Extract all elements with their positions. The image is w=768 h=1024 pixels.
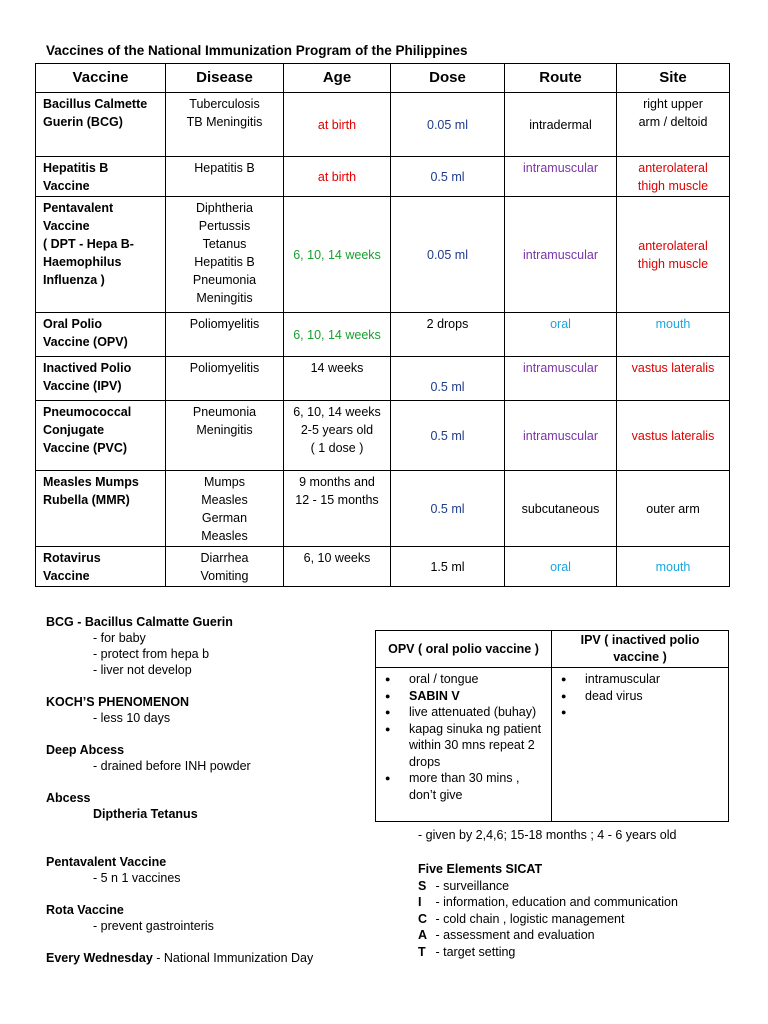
age-cell: [284, 313, 391, 357]
sicat-letter: A: [418, 928, 428, 942]
route-cell-text: intramuscular: [522, 161, 599, 175]
route-cell-text: oral: [550, 559, 571, 574]
opv-item: ● oral / tongue: [409, 671, 549, 688]
deep-abcess-title: Deep Abcess: [46, 743, 125, 757]
vaccine-cell-text: Vaccine (IPV): [43, 379, 122, 393]
rota-note-title: Rota Vaccine: [46, 903, 124, 917]
vaccine-cell: [36, 471, 166, 547]
vaccine-cell-text: Conjugate: [43, 423, 105, 437]
sicat-text: - target setting: [432, 944, 516, 959]
vaccine-cell: [36, 93, 166, 157]
vaccine-cell-text: Vaccine: [43, 219, 90, 233]
route-cell: [505, 471, 617, 547]
disease-cell-text: Tuberculosis: [189, 97, 260, 111]
site-cell: [617, 401, 730, 471]
koch-note-item: - less 10 days: [93, 711, 171, 725]
opv-cell: [376, 668, 552, 822]
disease-cell-text: Meningitis: [196, 291, 253, 305]
dose-cell: [391, 357, 505, 401]
vaccine-cell-text: Inactived Polio: [43, 361, 132, 375]
disease-cell-text: Meningitis: [196, 423, 253, 437]
site-cell: [617, 357, 730, 401]
vaccine-cell-text: Vaccine (OPV): [43, 335, 128, 349]
route-cell-text: intramuscular: [522, 428, 599, 443]
column-header-vaccine: Vaccine: [36, 64, 166, 93]
disease-cell-text: Hepatitis B: [194, 161, 255, 175]
table-row: [36, 471, 730, 547]
site-cell-text: thigh muscle: [637, 179, 709, 193]
abcess-item: Diptheria Tetanus: [93, 807, 198, 821]
age-cell-text: 12 - 15 months: [295, 493, 379, 507]
dose-cell: [391, 157, 505, 197]
disease-cell-text: Pneumonia: [192, 273, 257, 287]
vaccine-cell-text: Rubella (MMR): [43, 493, 130, 507]
table-row: [36, 357, 730, 401]
bcg-note-item: - protect from hepa b: [93, 647, 210, 661]
site-cell-text: thigh muscle: [637, 256, 709, 271]
ipv-header: IPV ( inactived polio vaccine ): [552, 631, 729, 668]
route-cell: [505, 313, 617, 357]
disease-cell-text: Hepatitis B: [194, 255, 255, 269]
site-cell-text: right upper: [643, 97, 703, 111]
vaccine-cell-text: Bacillus Calmette: [43, 97, 148, 111]
dose-cell-text: 0.05 ml: [427, 247, 468, 262]
sicat-letter: I: [418, 895, 422, 909]
sicat-item: [418, 878, 678, 895]
dose-cell-text: 2 drops: [426, 317, 469, 331]
pentavalent-note-item: - 5 n 1 vaccines: [93, 871, 181, 885]
dose-cell-text: 0.5 ml: [430, 169, 465, 184]
disease-cell: [166, 357, 284, 401]
dose-cell-text: 0.5 ml: [430, 380, 465, 394]
disease-cell: [166, 197, 284, 313]
site-cell: [617, 93, 730, 157]
route-cell-text: intramuscular: [522, 247, 599, 262]
rota-note-item: - prevent gastrointeris: [93, 919, 214, 933]
age-cell: [284, 471, 391, 547]
age-cell-text: 9 months and: [299, 475, 375, 489]
column-header-route: Route: [505, 64, 617, 93]
disease-cell-text: Tetanus: [202, 237, 247, 251]
dose-cell: [391, 401, 505, 471]
vaccine-cell-text: Guerin (BCG): [43, 115, 123, 129]
notes-section: [46, 614, 366, 966]
vaccine-cell: [36, 547, 166, 587]
vaccine-cell: [36, 157, 166, 197]
dose-cell-text: 0.5 ml: [430, 428, 465, 443]
ipv-cell: [552, 668, 729, 822]
dose-cell: [391, 197, 505, 313]
sicat-item: [418, 911, 678, 928]
age-cell-text: at birth: [317, 117, 357, 132]
vaccine-cell: [36, 401, 166, 471]
age-cell: [284, 93, 391, 157]
vaccine-cell-text: Oral Polio: [43, 317, 103, 331]
vaccine-cell-text: ( DPT - Hepa B-: [43, 237, 134, 251]
opv-item: ● live attenuated (buhay): [409, 704, 549, 721]
vaccine-cell: [36, 197, 166, 313]
disease-cell: [166, 547, 284, 587]
table-row: [36, 401, 730, 471]
disease-cell: [166, 157, 284, 197]
site-cell: [617, 313, 730, 357]
age-cell-text: 6, 10 weeks: [303, 551, 371, 565]
sicat-letter: T: [418, 944, 426, 959]
immunization-day-label: Every Wednesday: [46, 951, 153, 965]
opv-header: OPV ( oral polio vaccine ): [376, 631, 552, 668]
vaccine-cell-text: Hepatitis B: [43, 161, 109, 175]
column-header-dose: Dose: [391, 64, 505, 93]
dose-cell-text: 0.05 ml: [427, 117, 468, 132]
sicat-item: [418, 927, 678, 944]
ipv-item: [585, 704, 726, 721]
column-header-age: Age: [284, 64, 391, 93]
age-cell-text: 2-5 years old: [300, 423, 374, 437]
sicat-letter: C: [418, 911, 428, 926]
dose-cell: [391, 93, 505, 157]
pentavalent-note-title: Pentavalent Vaccine: [46, 855, 167, 869]
site-cell-text: mouth: [655, 559, 691, 574]
immunization-day-note: [46, 950, 366, 966]
age-cell-text: ( 1 dose ): [310, 441, 364, 455]
disease-cell: [166, 401, 284, 471]
age-cell: [284, 401, 391, 471]
age-cell-text: 6, 10, 14 weeks: [293, 247, 381, 262]
ipv-item: ● intramuscular: [585, 671, 726, 688]
site-cell: [617, 157, 730, 197]
vaccine-table: [35, 63, 730, 587]
site-cell: [617, 197, 730, 313]
dose-cell-text: 1.5 ml: [430, 559, 465, 574]
age-cell: [284, 197, 391, 313]
vaccine-cell-text: Pneumococcal: [43, 405, 132, 419]
sicat-text: - information, education and communication: [432, 895, 678, 909]
sicat-section: [418, 861, 678, 960]
site-cell-text: outer arm: [646, 501, 700, 516]
age-cell-text: at birth: [317, 169, 357, 184]
opv-item: ● more than 30 mins , don’t give: [409, 770, 549, 803]
disease-cell-text: TB Meningitis: [186, 115, 263, 129]
route-cell: [505, 157, 617, 197]
sicat-item: [418, 944, 678, 961]
vaccine-cell-text: Vaccine (PVC): [43, 441, 128, 455]
disease-cell-text: Poliomyelitis: [189, 361, 260, 375]
site-cell-text: anterolateral: [638, 238, 708, 253]
vaccine-cell: [36, 313, 166, 357]
disease-cell-text: Mumps: [204, 475, 245, 489]
bcg-note-title: BCG - Bacillus Calmatte Guerin: [46, 615, 233, 629]
abcess-title: Abcess: [46, 791, 91, 805]
route-cell: [505, 93, 617, 157]
vaccine-cell-text: Vaccine: [43, 569, 90, 583]
disease-cell-text: Measles: [201, 529, 248, 543]
age-cell: [284, 547, 391, 587]
age-cell-text: 6, 10, 14 weeks: [293, 405, 381, 419]
dose-cell: [391, 547, 505, 587]
disease-cell: [166, 313, 284, 357]
dose-cell: [391, 471, 505, 547]
vaccine-cell-text: Influenza ): [43, 273, 105, 287]
disease-cell: [166, 93, 284, 157]
vaccine-table-body: [36, 93, 730, 587]
disease-cell: [166, 471, 284, 547]
disease-cell-text: Vomiting: [200, 569, 249, 583]
table-row: [36, 157, 730, 197]
vaccine-cell-text: Vaccine: [43, 179, 90, 193]
vaccine-cell-text: Pentavalent: [43, 201, 114, 215]
column-header-site: Site: [617, 64, 730, 93]
disease-cell-text: Diphtheria: [196, 201, 253, 215]
route-cell-text: intradermal: [529, 117, 592, 132]
route-cell: [505, 547, 617, 587]
opv-item: ● kapag sinuka ng patient within 30 mns repeat 2 drops: [409, 721, 549, 771]
vaccine-cell-text: Haemophilus: [43, 255, 122, 269]
document-title: Vaccines of the National Immunization Program of the Philippines: [46, 43, 468, 58]
table-row: [36, 547, 730, 587]
site-cell-text: arm / deltoid: [638, 115, 708, 129]
opv-ipv-comparison-table: [375, 630, 729, 822]
age-cell: [284, 357, 391, 401]
sicat-title: Five Elements SICAT: [418, 862, 543, 876]
sicat-text: - cold chain , logistic management: [432, 911, 625, 926]
disease-cell-text: Pertussis: [198, 219, 251, 233]
site-cell-text: mouth: [655, 317, 691, 331]
table-row: [36, 313, 730, 357]
route-cell-text: intramuscular: [522, 361, 599, 375]
disease-cell-text: Measles: [201, 493, 248, 507]
opv-schedule-note: - given by 2,4,6; 15-18 months ; 4 - 6 years old: [418, 828, 677, 842]
disease-cell-text: Poliomyelitis: [189, 317, 260, 331]
sicat-text: - assessment and evaluation: [432, 928, 595, 942]
age-cell-text: 14 weeks: [310, 361, 364, 375]
bcg-note-item: - for baby: [93, 631, 146, 645]
opv-item: ● SABIN V: [409, 688, 549, 705]
vaccine-cell-text: Rotavirus: [43, 551, 101, 565]
disease-cell-text: Pneumonia: [192, 405, 257, 419]
dose-cell: [391, 313, 505, 357]
sicat-item: [418, 894, 678, 911]
route-cell: [505, 401, 617, 471]
dose-cell-text: 0.5 ml: [430, 501, 465, 516]
sicat-text: - surveillance: [432, 878, 510, 893]
site-cell: [617, 547, 730, 587]
disease-cell-text: German: [201, 511, 248, 525]
age-cell-text: 6, 10, 14 weeks: [293, 327, 381, 342]
site-cell-text: vastus lateralis: [631, 428, 715, 443]
vaccine-cell: [36, 357, 166, 401]
deep-abcess-item: - drained before INH powder: [93, 759, 251, 773]
bcg-note-item: - liver not develop: [93, 663, 192, 677]
sicat-letter: S: [418, 878, 427, 893]
column-header-disease: Disease: [166, 64, 284, 93]
route-cell-text: subcutaneous: [521, 501, 600, 516]
route-cell-text: oral: [550, 317, 571, 331]
site-cell-text: vastus lateralis: [631, 361, 715, 375]
vaccine-cell-text: Measles Mumps: [43, 475, 139, 489]
age-cell: [284, 157, 391, 197]
site-cell: [617, 471, 730, 547]
table-row: [36, 93, 730, 157]
route-cell: [505, 357, 617, 401]
disease-cell-text: Diarrhea: [200, 551, 249, 565]
koch-note-title: KOCH’S PHENOMENON: [46, 695, 190, 709]
ipv-item: ● dead virus: [585, 688, 726, 705]
route-cell: [505, 197, 617, 313]
immunization-day-text: - National Immunization Day: [152, 951, 314, 965]
site-cell-text: anterolateral: [638, 161, 708, 175]
table-header-row: [36, 64, 730, 93]
table-row: [36, 197, 730, 313]
